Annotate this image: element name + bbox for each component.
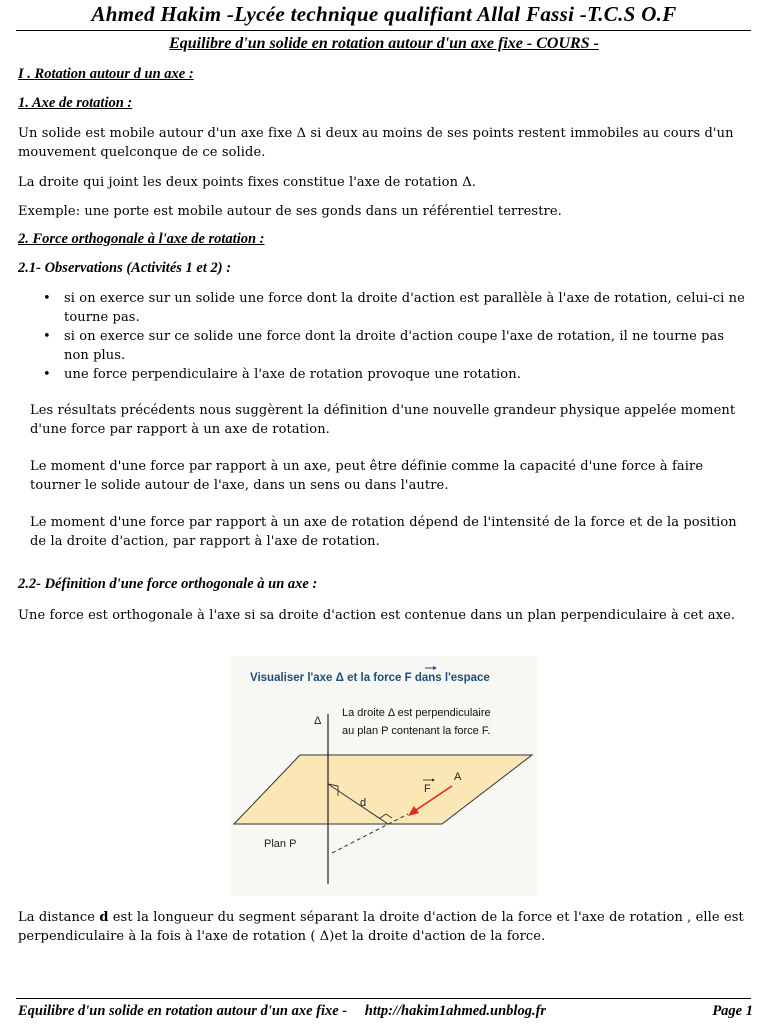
page-header-title: Ahmed Hakim -Lycée technique qualifiant Allal Fassi -T.C.S O.F: [91, 2, 677, 26]
subsection-axe-heading: 1. Axe de rotation :: [18, 95, 133, 111]
point-a-label: A: [454, 771, 462, 783]
header-rule: [16, 30, 751, 31]
paragraph-example: Exemple: une porte est mobile autour de ses gonds dans un référentiel terrestre.: [18, 204, 562, 219]
observations-list: [18, 289, 753, 384]
list-item: • une force perpendiculaire à l'axe de rotation provoque une rotation.: [18, 365, 753, 384]
axis-force-figure: [230, 656, 538, 896]
page-footer: [18, 1003, 753, 1020]
plane-label: Plan P: [264, 838, 297, 850]
axis-label: Δ: [314, 715, 322, 727]
paragraph-orthogonal-definition: Une force est orthogonale à l'axe si sa droite d'action est contenue dans un plan perpendiculaire à cet axe.: [18, 608, 736, 623]
title-vector-arrowhead: [433, 666, 437, 670]
page-number: Page 1: [712, 1003, 753, 1019]
paragraph-moment-definition: Le moment d'une force par rapport à un axe, peut être définie comme la capacité d'une force à faire tourner le solide autour de l'axe, dans un sens ou dans l'autre.: [30, 459, 704, 493]
figure-caption-line2: au plan P contenant la force F.: [342, 725, 491, 737]
footer-title: Equilibre d'un solide en rotation autour d'un axe fixe -: [18, 1003, 348, 1019]
document-subtitle: Equilibre d'un solide en rotation autour d'un axe fixe - COURS -: [169, 35, 599, 52]
footer-rule: [16, 998, 751, 999]
list-item: • si on exerce sur ce solide une force dont la droite d'action coupe l'axe de rotation, il ne tourne pas non plus.: [18, 327, 753, 365]
plane-p: [234, 755, 532, 824]
figure-title: Visualiser l'axe Δ et la force F dans l'espace: [250, 672, 490, 684]
list-item: • si on exerce sur un solide une force dont la droite d'action est parallèle à l'axe de rotation, celui-ci ne tourne pas.: [18, 289, 753, 327]
paragraph-results: Les résultats précédents nous suggèrent la définition d'une nouvelle grandeur physique appelée moment d'une force par rapport à un axe de rotation.: [30, 403, 736, 437]
paragraph-axe-definition: Un solide est mobile autour d'un axe fixe Δ si deux au moins de ses points restent immobiles au cours d'un mouvement quelconque de ce solide.: [18, 126, 734, 160]
distance-symbol: d: [99, 910, 109, 925]
section-2-heading: 2. Force orthogonale à l'axe de rotation :: [18, 231, 265, 247]
distance-text-start: La distance: [18, 910, 100, 925]
subsection-definition-heading: 2.2- Définition d'une force orthogonale à un axe :: [18, 576, 318, 592]
paragraph-distance: [18, 908, 753, 946]
force-label: F: [424, 783, 431, 795]
paragraph-axe-line: La droite qui joint les deux points fixes constitue l'axe de rotation Δ.: [18, 175, 477, 190]
distance-label: d: [360, 797, 367, 809]
section-1-heading: I . Rotation autour d un axe :: [18, 66, 194, 82]
paragraph-moment-dependence: Le moment d'une force par rapport à un axe de rotation dépend de l'intensité de la force et de la position de la droite d'action, par rapport à l'axe de rotation.: [30, 515, 737, 549]
figure-svg: [230, 656, 538, 896]
subsection-observations-heading: 2.1- Observations (Activités 1 et 2) :: [18, 260, 232, 276]
figure-caption-line1: La droite Δ est perpendiculaire: [342, 707, 491, 719]
distance-text-end: est la longueur du segment séparant la droite d'action de la force et l'axe de rotation , elle est perpendiculaire à la fois à l'axe de rotation ( Δ)et la droite d'action de la force.: [18, 910, 744, 944]
footer-url-link[interactable]: http://hakim1ahmed.unblog.fr: [364, 1003, 547, 1019]
